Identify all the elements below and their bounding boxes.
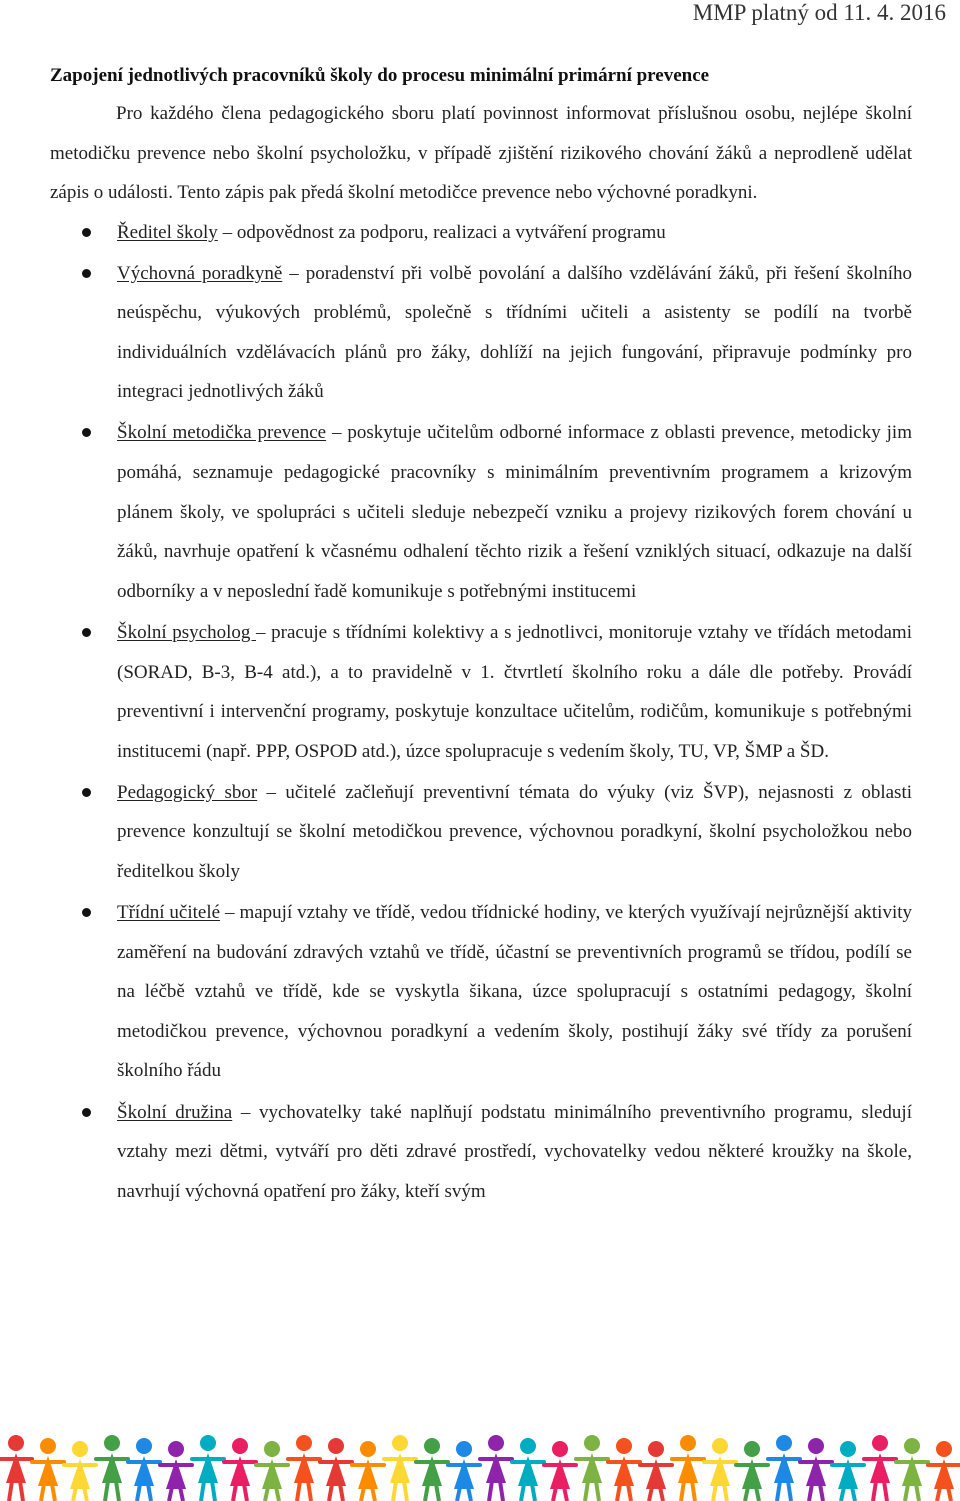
role-description: poradenství při volbě povolání a dalšího vzdělávání žáků, při řešení školního neúspěchu, výukových problémů, společně s třídními učiteli a asistenty se podílí na tvorbě individuálních vzdělávacích plánů pro žáky, dohlíží na jejich fungování, připravuje podmínky pro integraci jednotlivých žáků (117, 262, 913, 403)
role-description: poskytuje učitelům odborné informace z oblasti prevence, metodicky jim pomáhá, seznamuje pedagogické pracovníky s minimálním preventivním programem a krizovým plánem školy, ve spolupráci s učiteli sleduje nebezpečí vzniku a projevy rizikových forem chování u žáků, navrhuje opatření k včasnému odhalení těchto rizik a řešení vzniklých situací, odkazuje na další odborníky a v neposlední řadě komunikuje s potřebnými institucemi (117, 422, 912, 602)
role-separator: – (282, 262, 306, 284)
child-figure-icon (512, 1438, 544, 1501)
child-figure-icon (800, 1438, 832, 1501)
bullet-icon (82, 908, 91, 917)
role-separator: – (326, 422, 348, 444)
children-figures-footer (0, 1413, 960, 1501)
child-figure-icon (192, 1435, 224, 1501)
role-description: odpovědnost za podporu, realizaci a vytváření programu (236, 221, 666, 243)
child-figure-icon (640, 1441, 672, 1501)
child-figure-icon (608, 1438, 640, 1501)
child-figure-icon (352, 1441, 384, 1501)
child-figure-icon (544, 1441, 576, 1501)
section-title: Zapojení jednotlivých pracovníků školy do procesu minimální primární prevence (50, 65, 710, 86)
role-item (50, 773, 912, 892)
child-figure-icon (864, 1435, 896, 1501)
child-figure-icon (160, 1441, 192, 1501)
role-name: Školní družina (117, 1101, 233, 1123)
child-figure-icon (64, 1441, 96, 1501)
bullet-icon (82, 788, 91, 797)
child-figure-icon (896, 1438, 928, 1501)
child-figure-icon (288, 1435, 320, 1501)
child-figure-icon (928, 1441, 960, 1501)
child-figure-icon (0, 1435, 32, 1501)
child-figure-icon (128, 1438, 160, 1501)
role-item (50, 893, 912, 1091)
bullet-icon (82, 228, 91, 237)
role-separator: – (257, 781, 286, 803)
child-figure-icon (320, 1438, 352, 1501)
role-separator: – (217, 221, 237, 243)
child-figure-icon (576, 1435, 608, 1501)
role-item (50, 1093, 912, 1212)
bullet-icon (82, 1108, 91, 1117)
bullet-icon (82, 428, 91, 437)
child-figure-icon (224, 1438, 256, 1501)
child-figure-icon (448, 1441, 480, 1501)
child-figure-icon (672, 1435, 704, 1501)
role-name: Pedagogický sbor (117, 781, 258, 803)
child-figure-icon (256, 1441, 288, 1501)
role-separator: – (256, 621, 272, 643)
child-figure-icon (768, 1435, 800, 1501)
intro-paragraph: Pro každého člena pedagogického sboru platí povinnost informovat příslušnou osobu, nejlépe školní metodičku prevence nebo školní psycholožku, v případě zjištění rizikového chování žáků a neprodleně udělat zápis o události. Tento zápis pak předá školní metodičce prevence nebo výchovné poradkyni. (50, 103, 912, 203)
child-figure-icon (704, 1438, 736, 1501)
role-description: mapují vztahy ve třídě, vedou třídnické hodiny, ve kterých využívají nejrůznější aktivity zaměření na budování zdravých vztahů ve třídě, účastní se preventivních programů se třídou, podílí se na léčbě vztahů ve třídě, kde se vyskytla šikana, úzce spolupracují s ostatními pedagogy, školní metodičkou prevence, výchovnou poradkyní a vedením školy, postihují žáky své třídy za porušení školního řádu (117, 902, 913, 1082)
child-figure-icon (384, 1435, 416, 1501)
child-figure-icon (832, 1441, 864, 1501)
role-item (50, 254, 912, 412)
role-description: vychovatelky také naplňují podstatu minimálního preventivního programu, sledují vztahy mezi dětmi, vytváří pro děti zdravé prostředí, vychovatelky vedou některé kroužky na škole, navrhují výchovná opatření pro žáky, kteří svým (117, 1101, 912, 1202)
role-description: pracuje s třídními kolektivy a s jednotlivci, monitoruje vztahy ve třídách metodami (SORAD, B-3, B-4 atd.), a to pravidelně v 1. čtvrtletí školního roku a dále dle potřeby. Provádí preventivní i intervenční programy, poskytuje konzultace učitelům, rodičům, komunikuje s potřebnými institucemi (např. PPP, OSPOD atd.), úzce spolupracuje s vedením školy, TU, VP, ŠMP a ŠD. (117, 621, 912, 762)
role-name: Školní metodička prevence (117, 422, 327, 444)
child-figure-icon (736, 1441, 768, 1501)
child-figure-icon (416, 1438, 448, 1501)
role-separator: – (232, 1101, 259, 1123)
role-name: Třídní učitelé (117, 902, 221, 924)
role-item (50, 213, 912, 253)
role-item (50, 613, 912, 771)
role-name: Školní psycholog (117, 621, 257, 643)
bullet-icon (82, 269, 91, 278)
child-figure-icon (96, 1435, 128, 1501)
role-description: učitelé začleňují preventivní témata do výuky (viz ŠVP), nejasnosti z oblasti prevence konzultují se školní metodičkou prevence, výchovnou poradkyní, školní psycholožkou nebo ředitelkou školy (117, 781, 913, 882)
child-figure-icon (480, 1435, 512, 1501)
role-name: Výchovná poradkyně (117, 262, 283, 284)
role-name: Ředitel školy (117, 221, 218, 243)
child-figure-icon (32, 1438, 64, 1501)
role-separator: – (220, 902, 240, 924)
document-body (50, 62, 912, 1213)
page-header: MMP platný od 11. 4. 2016 (692, 0, 946, 25)
role-item (50, 413, 912, 611)
bullet-icon (82, 628, 91, 637)
roles-list (50, 213, 912, 1212)
